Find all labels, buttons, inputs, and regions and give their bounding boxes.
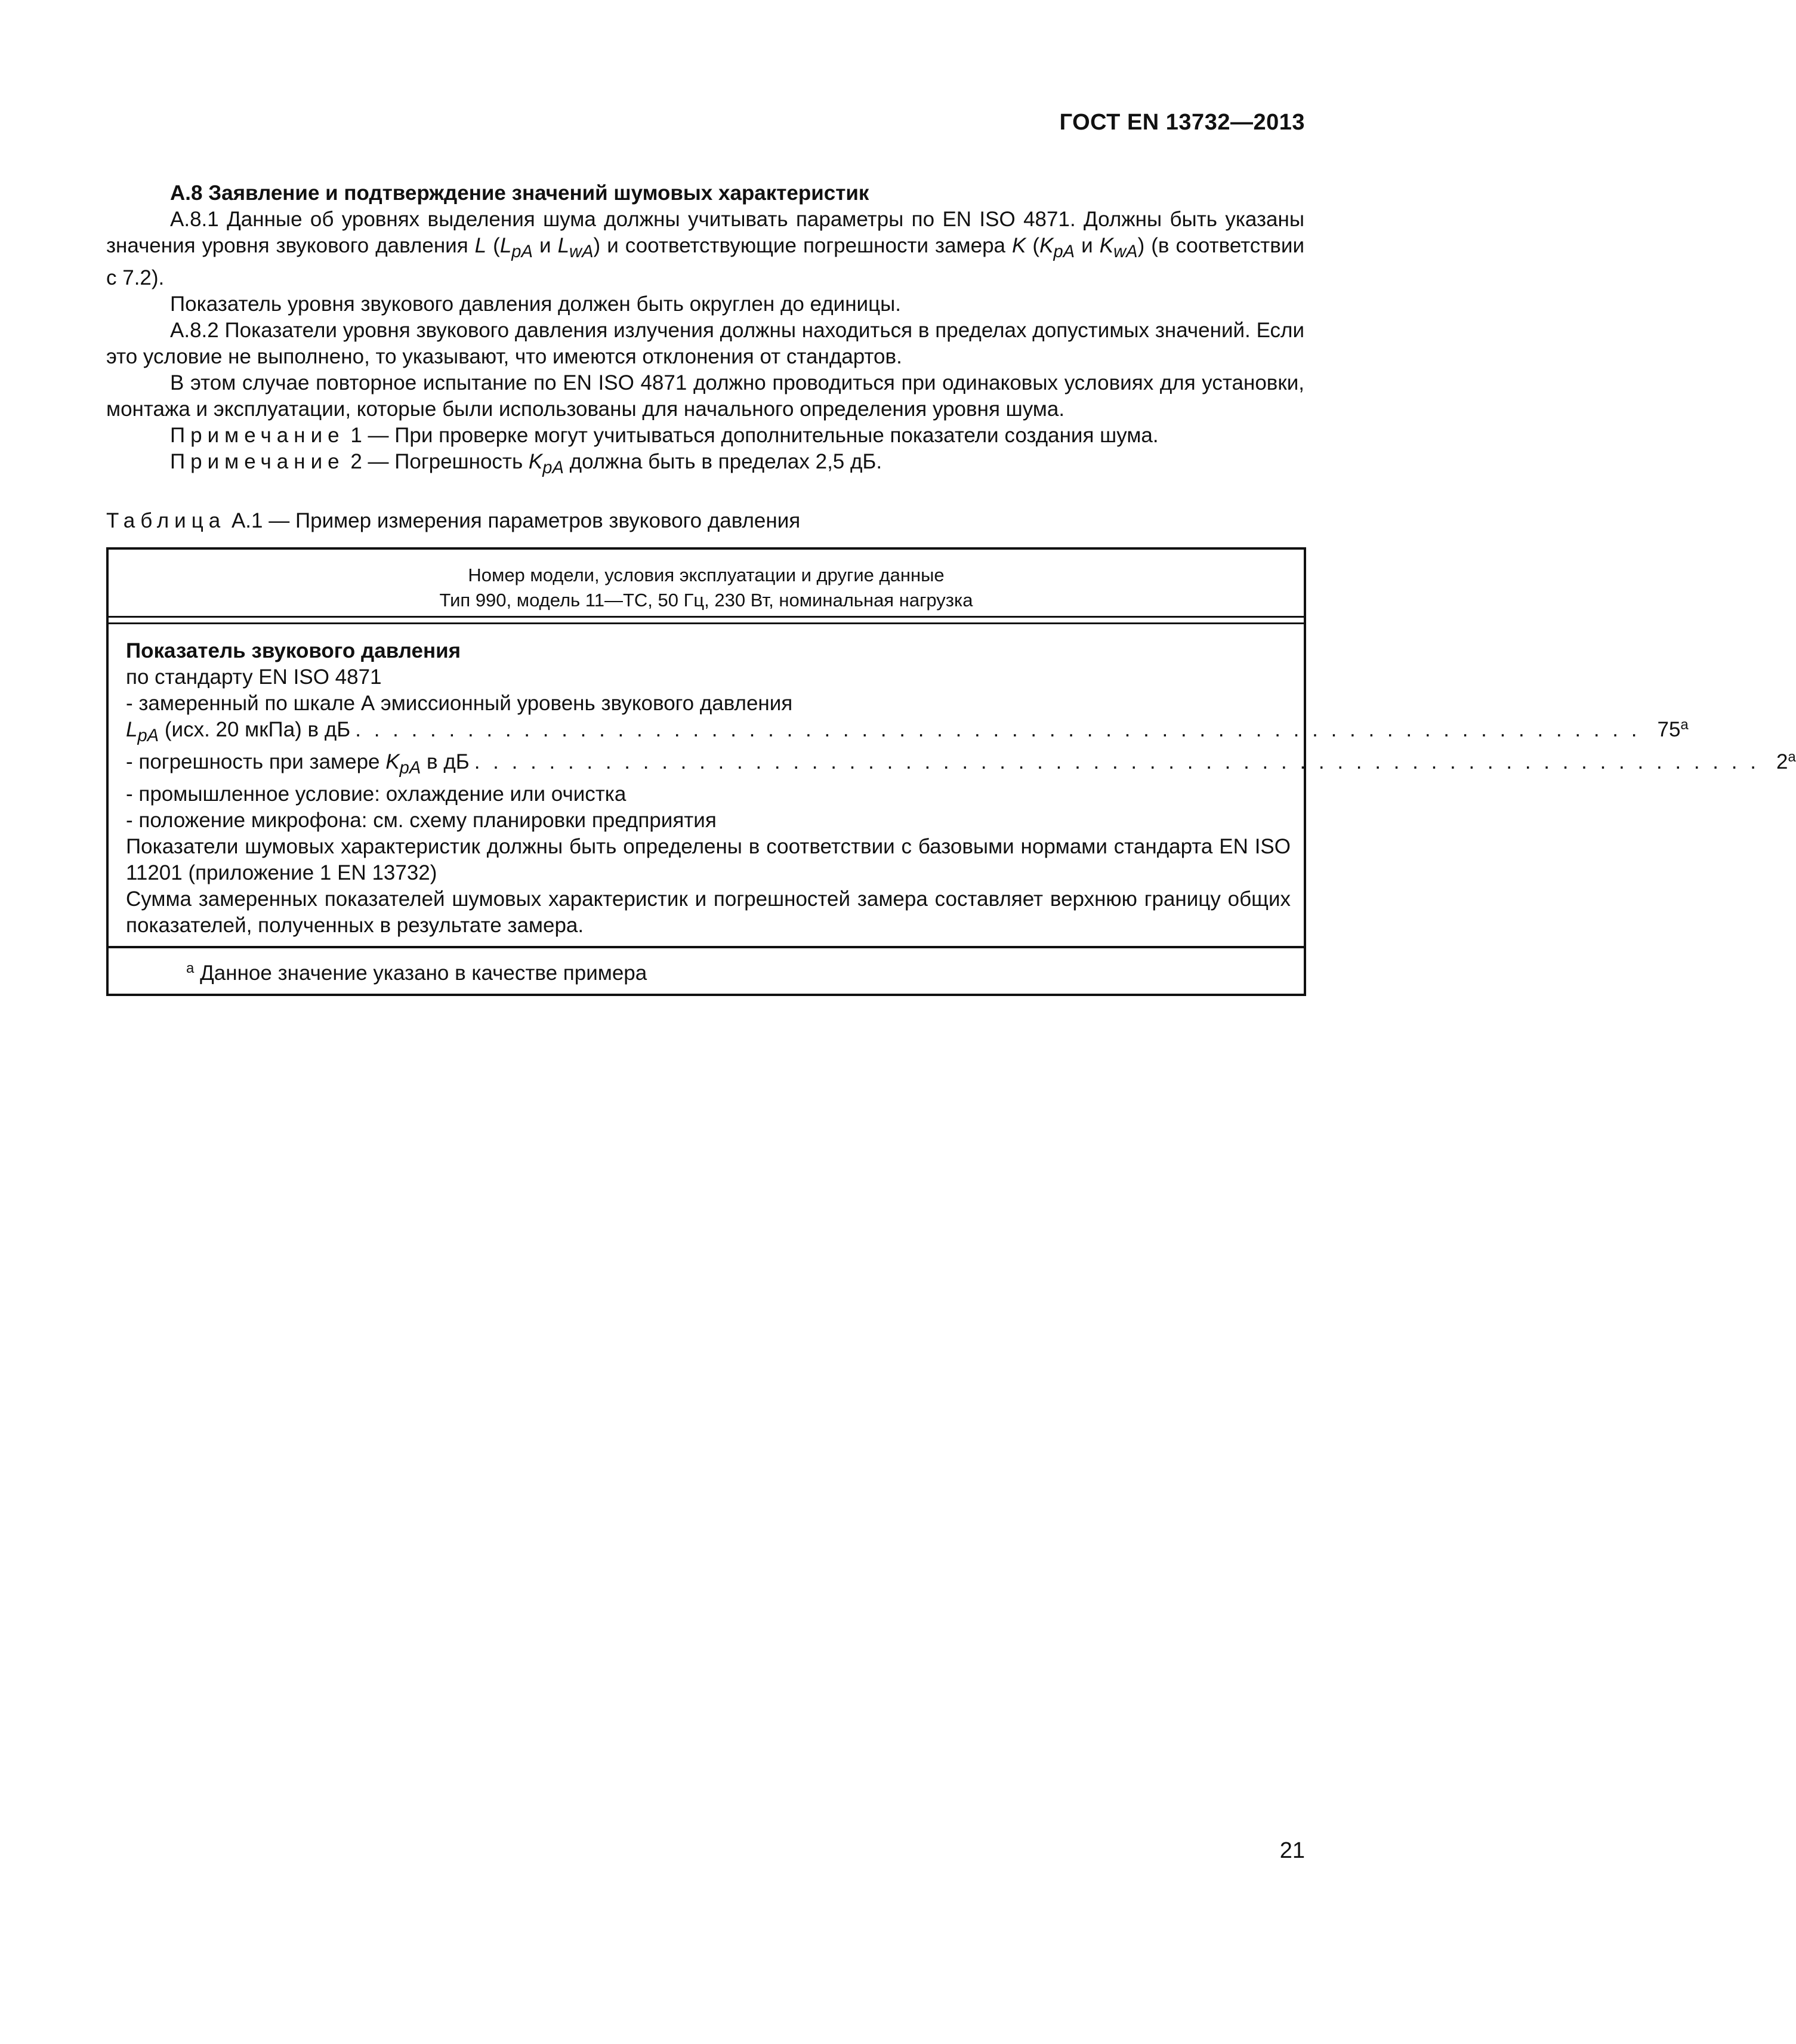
table-header	[109, 550, 1304, 618]
table-line-standard: по стандарту EN ISO 4871	[126, 665, 382, 689]
note-1: Примечание 1 — При проверке могут учитываться дополнительные показатели создания шума.	[170, 424, 1159, 447]
footnote-mark: a	[186, 960, 195, 976]
document-header: ГОСТ EN 13732—2013	[1059, 110, 1305, 135]
table-paragraph-1: Показатели шумовых характеристик должны быть определены в соответствии с базовыми нормами стандарта EN ISO 11201 (приложение 1 EN 13732)	[126, 835, 1291, 884]
table-row-lpa: $L_{pA}$ (исх. 20 мкПа) в дБ . . . . . . . . . . . . . . . . . . . . . . . . . . . . . . . . . . . . . . . . . . . . . . . . . . . . . . . . . . . . . . . . . . . . . 75$^a$	[126, 717, 1689, 745]
note-2-label: Примечание	[170, 450, 345, 473]
table-caption: Таблица А.1 — Пример измерения параметров звукового давления	[106, 509, 801, 532]
table-header-line-1: Номер модели, условия эксплуатации и другие данные	[468, 565, 945, 585]
kpa-value: 2$^a$	[1776, 749, 1796, 773]
paragraph-retest: В этом случае повторное испытание по EN ISO 4871 должно проводиться при одинаковых условиях для установки, монтажа и эксплуатации, которые были использованы для начального определения уровня шума.	[106, 371, 1304, 421]
data-table	[106, 547, 1796, 996]
leader-dots: . . . . . . . . . . . . . . . . . . . . . . . . . . . . . . . . . . . . . . . . . . . . . . . . . . . . . . . . . . . . . . . . . . . . .	[474, 750, 1760, 773]
note-1-label: Примечание	[170, 424, 345, 447]
note-2: Примечание 2 — Погрешность $K_{pA}$ должна быть в пределах 2,5 дБ.	[170, 450, 882, 477]
leader-dots: . . . . . . . . . . . . . . . . . . . . . . . . . . . . . . . . . . . . . . . . . . . . . . . . . . . . . . . . . . . . . . . . . . . . .	[355, 718, 1641, 741]
paragraph-a82: А.8.2 Показатели уровня звукового давления излучения должны находиться в пределах допустимых значений. Если это условие не выполнено, то указывают, что имеются отклонения от стандартов.	[106, 319, 1304, 368]
table-header-line-2: Тип 990, модель 11—ТС, 50 Гц, 230 Вт, номинальная нагрузка	[439, 590, 973, 611]
table-line-industrial: - промышленное условие: охлаждение или очистка	[126, 782, 627, 806]
section-body	[106, 180, 1304, 481]
paragraph-rounding: Показатель уровня звукового давления должен быть округлен до единицы.	[170, 292, 902, 316]
table-line-measured: - замеренный по шкале А эмиссионный уровень звукового давления	[126, 692, 793, 715]
table-line-microphone: - положение микрофона: см. схему планировки предприятия	[126, 809, 717, 832]
table-title: Показатель звукового давления	[126, 639, 461, 662]
paragraph-a81: А.8.1 Данные об уровнях выделения шума должны учитывать параметры по EN ISO 4871. Должны быть указаны значения уровня звукового давления L ($L_{pA}$ и $L_{wA}$) и соответствующие погрешности замера K ($K_{pA}$ и $K_{wA}$) (в соответствии с 7.2).	[106, 208, 1304, 289]
table-caption-label: Таблица	[106, 509, 226, 532]
page-number: 21	[1279, 1838, 1305, 1863]
table-header-rule	[109, 622, 1304, 624]
lpa-value: 75$^a$	[1657, 717, 1689, 741]
section-heading: А.8 Заявление и подтверждение значений шумовых характеристик	[170, 181, 869, 205]
table-row-kpa: - погрешность при замере $K_{pA}$ в дБ . . . . . . . . . . . . . . . . . . . . . . . . . . . . . . . . . . . . . . . . . . . . . . . . . . . . . . . . . . . . . . . . . . . . . 2$^a$	[126, 749, 1796, 778]
table-paragraph-2: Сумма замеренных показателей шумовых характеристик и погрешностей замера составляет верхнюю границу общих показателей, полученных в результате замера.	[126, 887, 1291, 937]
table-footnote: $^a$ Данное значение указано в качестве примера	[109, 946, 1304, 994]
table-body	[126, 638, 1796, 939]
